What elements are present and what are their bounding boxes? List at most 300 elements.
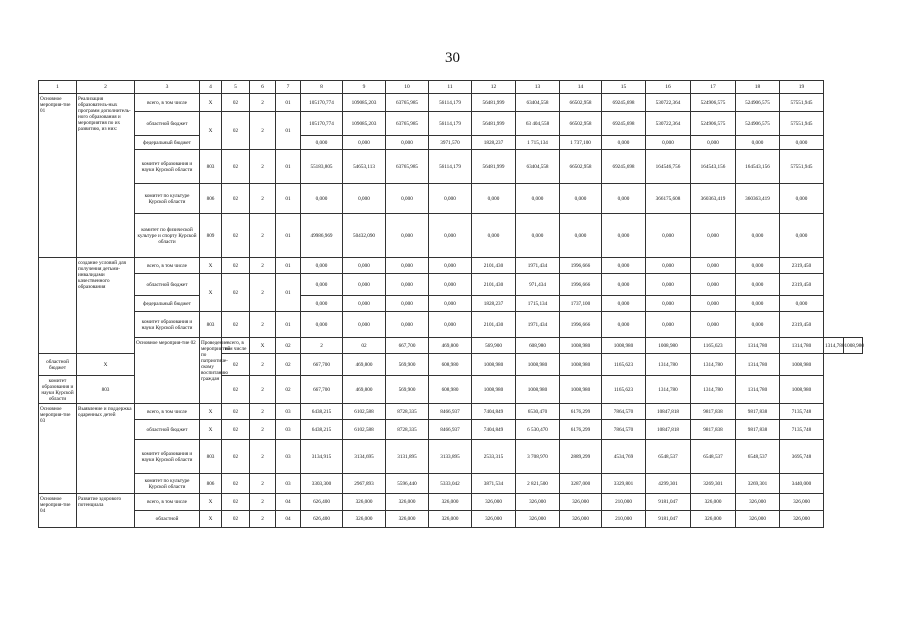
table-cell: 1314,780 [780,338,824,354]
table-cell: Основное мероприя-тие 02 [135,338,200,404]
table-cell: 7404,849 [472,404,516,420]
table-cell: 1314,780 [736,376,780,404]
table-cell: 02 [222,312,250,338]
table-cell: 1008,980 [472,376,516,404]
table-cell: 1314,780 [736,354,780,376]
table-cell: Проведение мероприятий по патриотиче-скому воспитанию граждан [200,338,222,404]
table-cell: 0,000 [736,274,780,296]
table-cell: 326,000 [691,494,736,511]
table-cell: 2319,450 [780,258,824,274]
table-cell: 0,000 [429,258,472,274]
table-cell: 8728,335 [386,404,429,420]
table-cell: 326,000 [472,494,516,511]
table-cell: 2 [250,404,276,420]
table-cell: 469,800 [343,354,386,376]
table-cell: 6102,588 [343,404,386,420]
table-cell: Основное мероприя-тие 03 [39,404,77,494]
table-cell: 1996,666 [560,274,602,296]
table-cell: 9817,838 [736,420,780,440]
table-cell: 02 [276,354,301,376]
table-cell: комитет образования и науки Курской области [135,150,200,184]
table-cell: 03 [276,404,301,420]
table-cell: 1008,980 [646,338,691,354]
table-cell: 4299,301 [646,474,691,494]
table-cell: 2 [250,274,276,312]
table-cell: 02 [222,440,250,474]
table-cell: 1165,623 [691,338,736,354]
table-cell: 57551,945 [780,150,824,184]
table-cell: 9817,838 [691,420,736,440]
header-cell: 10 [386,81,429,94]
table-cell: 1996,666 [560,312,602,338]
table-cell: 2 [250,511,276,528]
table-cell: 1737,100 [560,296,602,312]
table-cell: 1008,980 [516,376,560,404]
table-row [39,94,863,112]
table-cell: X [77,354,135,376]
table-cell: 0,000 [343,312,386,338]
table-cell: 0,000 [301,296,343,312]
table-cell: 0,000 [736,296,780,312]
table-cell: X [200,112,222,150]
table-cell: 164543,156 [736,150,780,184]
table-cell: комитет образования и науки Курской области [39,376,77,404]
table-cell: 2 [250,94,276,112]
table-cell: 2319,450 [780,312,824,338]
table-cell: 524906,575 [736,94,780,112]
table-cell: 6 530,470 [516,420,560,440]
table-cell: 0,000 [691,296,736,312]
table-cell: 0,000 [560,214,602,258]
table-cell: 0,000 [343,184,386,214]
table-cell: 803 [200,440,222,474]
table-cell: 4534,769 [602,440,646,474]
table-cell: 1008,980 [560,376,602,404]
header-cell: 4 [200,81,222,94]
table-cell: 105170,774 [301,94,343,112]
table-cell: 63404,558 [516,150,560,184]
table-cell: 3871,534 [472,474,516,494]
table-cell: 56114,179 [429,112,472,136]
table-cell: 0,000 [386,258,429,274]
table-cell: 56114,179 [429,150,472,184]
table-cell: 63404,558 [516,94,560,112]
table-cell: 0,000 [429,184,472,214]
header-row [39,81,863,94]
table-cell: 2 [250,474,276,494]
table-cell: 63 404,558 [516,112,560,136]
table-cell: 0,000 [646,274,691,296]
header-cell: 7 [276,81,301,94]
table-cell: 0,000 [602,184,646,214]
table-cell: комитет образования и науки Курской области [135,312,200,338]
table-cell: 1008,980 [560,338,602,354]
table-cell: 1314,780 [691,354,736,376]
table-cell: 0,000 [386,214,429,258]
table-cell: 1314,780 [646,354,691,376]
table-cell: 7864,570 [602,404,646,420]
table-cell: 1165,623 [602,354,646,376]
table-cell: 56481,999 [472,94,516,112]
table-cell: 1971,434 [516,312,560,338]
table-cell: федеральный бюджет [135,296,200,312]
table-cell: 0,000 [602,136,646,150]
table-cell: 0,000 [343,136,386,150]
table-row [39,338,863,354]
table-cell: 360363,419 [691,184,736,214]
table-cell: 1 737,100 [560,136,602,150]
table-row [39,440,863,474]
table-cell: 0,000 [516,214,560,258]
table-cell: 02 [222,420,250,440]
table-cell: комитет по физической культуре и спорту Курской области [135,214,200,258]
table-cell: 0,000 [301,258,343,274]
table-cell: 2 [250,258,276,274]
table-cell: 02 [343,338,386,354]
table-cell: 6102,588 [343,420,386,440]
table-cell: областной [135,511,200,528]
table-cell: 01 [276,94,301,112]
table-cell: 02 [222,404,250,420]
table-row [39,511,863,528]
table-cell: 0,000 [301,274,343,296]
table-cell: 0,000 [343,296,386,312]
table-cell: 1008,980 [602,338,646,354]
table-cell: 1008,980 [780,376,824,404]
table-cell: 803 [200,150,222,184]
table-cell: 164543,156 [691,150,736,184]
table-cell: 0,000 [386,136,429,150]
table-row [39,136,863,150]
table-cell: 49986,969 [301,214,343,258]
table-cell: 806 [200,184,222,214]
header-cell: 15 [602,81,646,94]
table-cell: 803 [200,312,222,338]
table-cell: 7404,849 [472,420,516,440]
table-cell: 326,000 [736,494,780,511]
table-cell: Основное мероприя-тие 04 [39,494,77,528]
table-cell: X [200,94,222,112]
table-cell: 1314,780 [646,376,691,404]
table-cell: 0,000 [602,214,646,258]
table-cell: 1971,434 [516,258,560,274]
table-cell: областной бюджет [135,112,200,136]
table-cell: 56481,999 [472,112,516,136]
table-cell: 0,000 [602,274,646,296]
table-cell: 469,800 [429,338,472,354]
table-cell: 01 [276,274,301,312]
header-cell: 13 [516,81,560,94]
table-cell: 7864,570 [602,420,646,440]
table-cell: 608,980 [429,354,472,376]
table-cell: 524906,575 [691,94,736,112]
header-cell: 19 [780,81,824,94]
table-cell: 0,000 [429,214,472,258]
table-cell: 6548,537 [646,440,691,474]
table-cell: 569,900 [472,338,516,354]
table-cell: 2101,430 [472,312,516,338]
header-cell: 11 [429,81,472,94]
header-cell: 9 [343,81,386,94]
table-cell: 2319,450 [780,274,824,296]
table-cell: 667,700 [301,376,343,404]
table-cell: 105170,774 [301,112,343,136]
table-cell: X [200,274,222,312]
table-cell: 0,000 [429,296,472,312]
header-cell: 2 [77,81,135,94]
table-cell: 164546,756 [646,150,691,184]
table-cell: 530722,364 [646,112,691,136]
table-cell: 01 [276,112,301,150]
table-cell: 3329,801 [602,474,646,494]
table-cell: 0,000 [386,184,429,214]
table-cell: 326,000 [386,494,429,511]
table-cell: 0,000 [301,136,343,150]
table-cell: 469,800 [343,376,386,404]
table-cell: 63765,985 [386,94,429,112]
table-cell: 0,000 [386,274,429,296]
table-cell: 0,000 [736,136,780,150]
table-cell: 1008,980 [516,354,560,376]
table-row [39,150,863,184]
table-cell: X [200,404,222,420]
table-cell: 1314,780 [824,338,844,354]
table-cell: 1314,780 [691,376,736,404]
table-cell: 0,000 [691,312,736,338]
table-cell: 03 [276,440,301,474]
table-cell: 03 [276,474,301,494]
header-cell: 6 [250,81,276,94]
table-cell: 3269,301 [691,474,736,494]
table-row [39,296,863,312]
table-cell: 02 [222,184,250,214]
table-cell: 2 [250,354,276,376]
table-cell: 9817,838 [736,404,780,420]
table-row [39,184,863,214]
table-cell: 1314,780 [736,338,780,354]
table-cell: 7135,748 [780,404,824,420]
table-cell: всего, в том числе [135,494,200,511]
table-cell: 2 [250,420,276,440]
table-row [39,214,863,258]
table-cell: 55183,805 [301,150,343,184]
header-cell: 1 [39,81,77,94]
table-cell: 109085,203 [343,112,386,136]
table-row [39,258,863,274]
table-cell: 1 715,134 [516,136,560,150]
table-cell: X [200,258,222,274]
table-cell: 01 [276,312,301,338]
table-cell: X [200,494,222,511]
table-cell: 530722,364 [646,94,691,112]
table-cell: комитет образования и науки Курской области [135,440,200,474]
table-cell: 01 [276,258,301,274]
table-cell: 3269,301 [736,474,780,494]
table-cell: 0,000 [560,184,602,214]
table-cell: 54653,113 [343,150,386,184]
table-row [39,474,863,494]
table-cell: 608,980 [429,376,472,404]
table-cell: 0,000 [646,312,691,338]
table-cell: 0,000 [472,214,516,258]
table-cell: 0,000 [736,258,780,274]
table-cell: X [200,420,222,440]
table-cell: 569,900 [386,354,429,376]
table-cell: 6530,470 [516,404,560,420]
table-cell: 326,000 [429,494,472,511]
table-cell: 3440,000 [780,474,824,494]
table-cell: 2533,315 [472,440,516,474]
table-cell: 2 [301,338,343,354]
table-cell: 0,000 [736,312,780,338]
table-cell: 0,000 [301,312,343,338]
table-cell: 326,000 [560,494,602,511]
table-cell [39,258,77,354]
table-cell: 02 [222,150,250,184]
table-cell: 02 [222,112,250,150]
table-cell: 0,000 [691,274,736,296]
table-cell: 1828,237 [472,296,516,312]
table-cell: 3133,895 [429,440,472,474]
table-cell: 0,000 [646,214,691,258]
table-cell: 326,000 [516,511,560,528]
table-cell: создание условий для получения детьми-инвалидами качественного образования [77,258,135,354]
table-cell: 5596,440 [386,474,429,494]
table-cell: Выявление и поддержка одаренных детей [77,404,135,494]
table-cell: 0,000 [646,258,691,274]
table-cell: 0,000 [736,214,780,258]
table-cell: 02 [222,354,250,376]
table-row [39,404,863,420]
table-cell: комитет по культуре Курской области [135,474,200,494]
table-cell: 2101,430 [472,274,516,296]
table-cell: комитет по культуре Курской области [135,184,200,214]
table-cell: 04 [276,511,301,528]
table-row [39,312,863,338]
table-cell: 809 [200,214,222,258]
table-cell: 0,000 [472,184,516,214]
table-cell: 6438,215 [301,420,343,440]
table-cell: 6548,537 [736,440,780,474]
table-cell: 66502,958 [560,112,602,136]
table-cell: 0,000 [602,296,646,312]
table-cell: X [200,511,222,528]
table-cell: 50432,090 [343,214,386,258]
table-cell: 66502,958 [560,94,602,112]
table-cell: 524906,575 [691,112,736,136]
table-cell: 326,000 [780,494,824,511]
table-cell: 1715,134 [516,296,560,312]
header-cell: 12 [472,81,516,94]
table-cell: 69245,698 [602,112,646,136]
table-cell: 3303,300 [301,474,343,494]
table-cell: 0,000 [386,296,429,312]
table-cell: 10847,818 [646,404,691,420]
table-cell: 210,000 [602,494,646,511]
table-cell: 2 [250,150,276,184]
table-cell: федеральный бюджет [135,136,200,150]
header-cell: 16 [646,81,691,94]
table-cell: 1828,237 [472,136,516,150]
table-cell: 326,000 [343,494,386,511]
table-cell: 1008,980 [560,354,602,376]
table-cell: 569,900 [386,376,429,404]
table-cell: 2 [250,214,276,258]
table-cell: 57551,945 [780,94,824,112]
table-cell: 0,000 [691,258,736,274]
table-cell: 2 [250,112,276,150]
table-cell: 1008,980 [843,338,863,354]
table-cell: 0,000 [646,296,691,312]
table-cell: 3287,000 [560,474,602,494]
table-cell: 2967,893 [343,474,386,494]
table-cell: 02 [222,376,250,404]
table-cell: Реализация образователь-ных программ дополнитель-ного образования и мероприятия по их развитию, из них: [77,94,135,258]
table-cell: 02 [222,494,250,511]
budget-table [38,80,863,528]
table-cell: 326,000 [736,511,780,528]
header-cell: 3 [135,81,200,94]
table-cell: Развитие здорового потенциала [77,494,135,528]
table-cell: 0,000 [301,184,343,214]
table-cell: 326,000 [472,511,516,528]
table-cell: 6176,299 [560,420,602,440]
table-row [39,274,863,296]
table-cell: 2 [250,312,276,338]
table-cell: 02 [222,474,250,494]
table-cell: 360363,419 [736,184,780,214]
table-cell: 0,000 [386,312,429,338]
table-cell: 0,000 [780,214,824,258]
table-cell: 0,000 [691,214,736,258]
table-cell: 2 [250,494,276,511]
table-cell: областной бюджет [39,354,77,376]
table-cell: 524906,575 [736,112,780,136]
header-cell: 17 [691,81,736,94]
table-cell: 01 [276,214,301,258]
table-cell: 8466,937 [429,420,472,440]
table-cell: 0,000 [429,274,472,296]
table-cell: 6438,215 [301,404,343,420]
table-cell: всего, в том числе [135,258,200,274]
table-cell: 0,000 [780,296,824,312]
table-cell: 56114,179 [429,94,472,112]
table-cell: 626,400 [301,511,343,528]
table-cell: 326,000 [429,511,472,528]
table-cell: 0,000 [602,312,646,338]
table-cell: 806 [200,474,222,494]
table-cell: 326,000 [560,511,602,528]
table-cell: 326,000 [780,511,824,528]
table-cell: 0,000 [516,184,560,214]
table-cell: 608,980 [516,338,560,354]
table-cell: X [250,338,276,354]
table-cell: 63765,985 [386,112,429,136]
table-cell: 2889,299 [560,440,602,474]
table-cell: всего, в том числе [222,338,250,354]
table-cell: 2 [250,440,276,474]
table-cell: 0,000 [780,184,824,214]
table-cell: 3134,695 [343,440,386,474]
table-cell: 8728,335 [386,420,429,440]
table-cell: 9181,047 [646,494,691,511]
table-cell: 10847,818 [646,420,691,440]
table-cell: 0,000 [429,312,472,338]
table-cell: всего, в том числе [135,404,200,420]
table-cell: 69245,698 [602,94,646,112]
table-cell: 326,000 [343,511,386,528]
table-cell: 56481,999 [472,150,516,184]
